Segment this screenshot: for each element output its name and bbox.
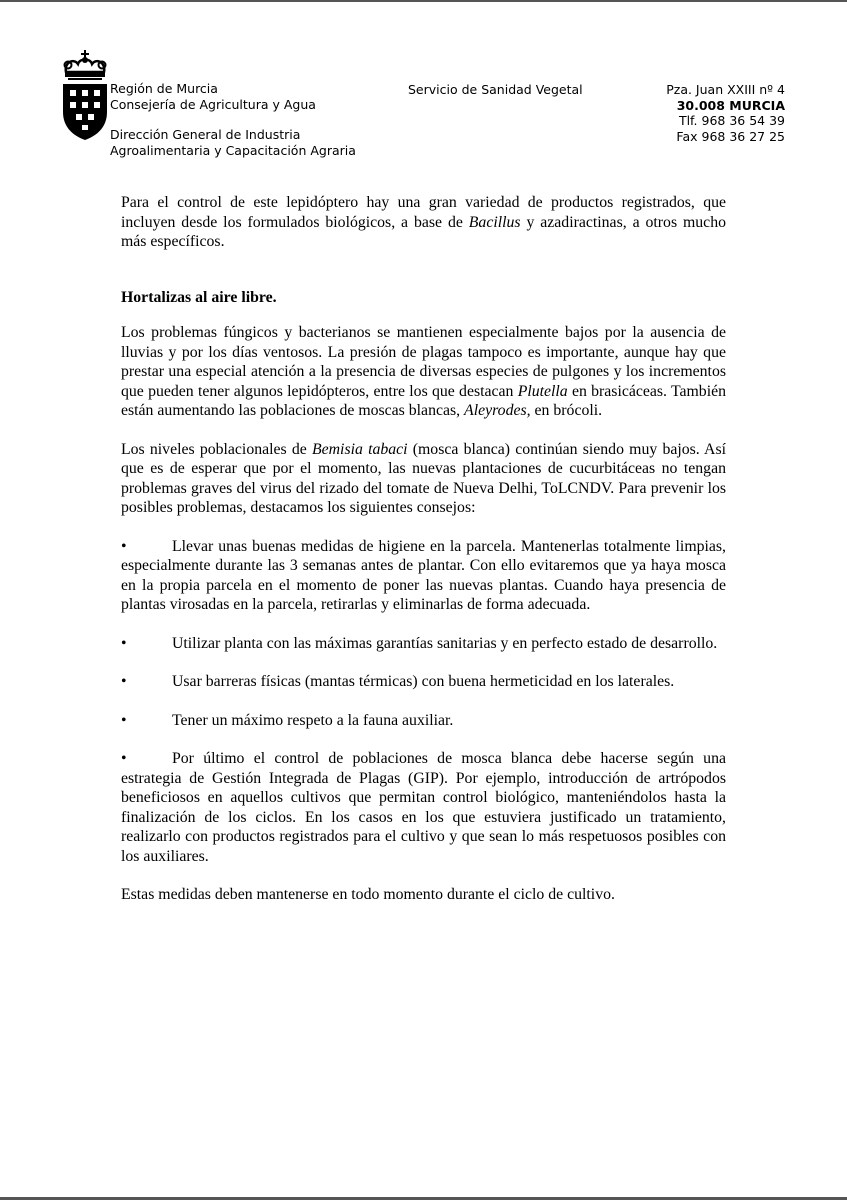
bullet-item: • Por último el control de poblaciones de mosca blanca debe hacerse según una estrategia de Gestión Integrada de Plagas (GIP). Por ejemplo, introducción de artrópodos beneficiosos en aquellos cultivos que permitan control biológico, manteniéndolos hasta la finalización de los ciclos. En los casos en los que estuviera justificado un tratamiento, realizarlo con productos registrados para el cultivo y que sean lo más respetuosos posibles con los auxiliares.: [121, 750, 726, 865]
bullet-item: • Llevar unas buenas medidas de higiene en la parcela. Mantenerlas totalmente limpias, especialmente durante las 3 semanas antes de plantar. Con ello evitaremos que ya haya mosca en la propia parcela en el momento de poner las nuevas plantas. Cuando haya presencia de plantas virosadas en la parcela, retirarlas y eliminarlas de forma adecuada.: [121, 537, 726, 613]
page-top-border: [0, 0, 847, 2]
section-heading: Hortalizas al aire libre.: [121, 288, 277, 306]
bullet-symbol: •: [121, 750, 127, 767]
bullet-item: • Utilizar planta con las máximas garantías sanitarias y en perfecto estado de desarrollo.: [121, 634, 718, 652]
paragraph-pests-overview: Los problemas fúngicos y bacterianos se mantienen especialmente bajos por la ausencia de lluvias y por los días ventosos. La presión de plagas tampoco es importante, aunque hay que prestar una especial atención a la presencia de diversas especies de pulgones y los incrementos que pueden tener algunos lepidópteros, entre los que destacan Plutella en brasicáceas. También están aumentando las poblaciones de moscas blancas, Aleyrodes, en brócoli.: [121, 324, 726, 419]
document-body: [121, 193, 726, 924]
header-fax: Fax 968 36 27 25: [676, 128, 785, 144]
header-directorate-line2: Agroalimentaria y Capacitación Agraria: [110, 143, 356, 158]
intro-paragraph: Para el control de este lepidóptero hay una gran variedad de productos registrados, que incluyen desde los formulados biológicos, a base de Bacillus y azadiractinas, a otros mucho más específicos.: [121, 194, 726, 250]
region-murcia-crest-logo: [60, 50, 110, 142]
bullet-symbol: •: [121, 673, 127, 690]
header-directorate-line1: Dirección General de Industria: [110, 127, 301, 142]
header-contact-block: [666, 82, 785, 144]
header-service-name: Servicio de Sanidad Vegetal: [408, 82, 583, 97]
header-address-city: 30.008 MURCIA: [676, 97, 785, 113]
bullet-item: • Tener un máximo respeto a la fauna auxiliar.: [121, 711, 454, 729]
bullet-symbol: •: [121, 634, 127, 652]
header-organization-block: [110, 81, 356, 159]
closing-paragraph: Estas medidas deben mantenerse en todo momento durante el ciclo de cultivo.: [121, 886, 615, 903]
header-region-name: Región de Murcia: [110, 81, 218, 96]
bullet-symbol: •: [121, 711, 127, 729]
bullet-symbol: •: [121, 537, 127, 555]
bullet-item: • Usar barreras físicas (mantas térmicas) con buena hermeticidad en los laterales.: [121, 673, 675, 690]
header-council-name: Consejería de Agricultura y Agua: [110, 97, 316, 112]
paragraph-whitefly-levels: Los niveles poblacionales de Bemisia tabaci (mosca blanca) continúan siendo muy bajos. Así que es de esperar que por el momento, las nuevas plantaciones de cucurbitáceas no tengan problemas graves del virus del rizado del tomate de Nueva Delhi, ToLCNDV. Para prevenir los posibles problemas, destacamos los siguientes consejos:: [121, 440, 727, 516]
header-address-street: Pza. Juan XXIII nº 4: [666, 82, 785, 97]
header-phone: Tlf. 968 36 54 39: [678, 113, 785, 128]
